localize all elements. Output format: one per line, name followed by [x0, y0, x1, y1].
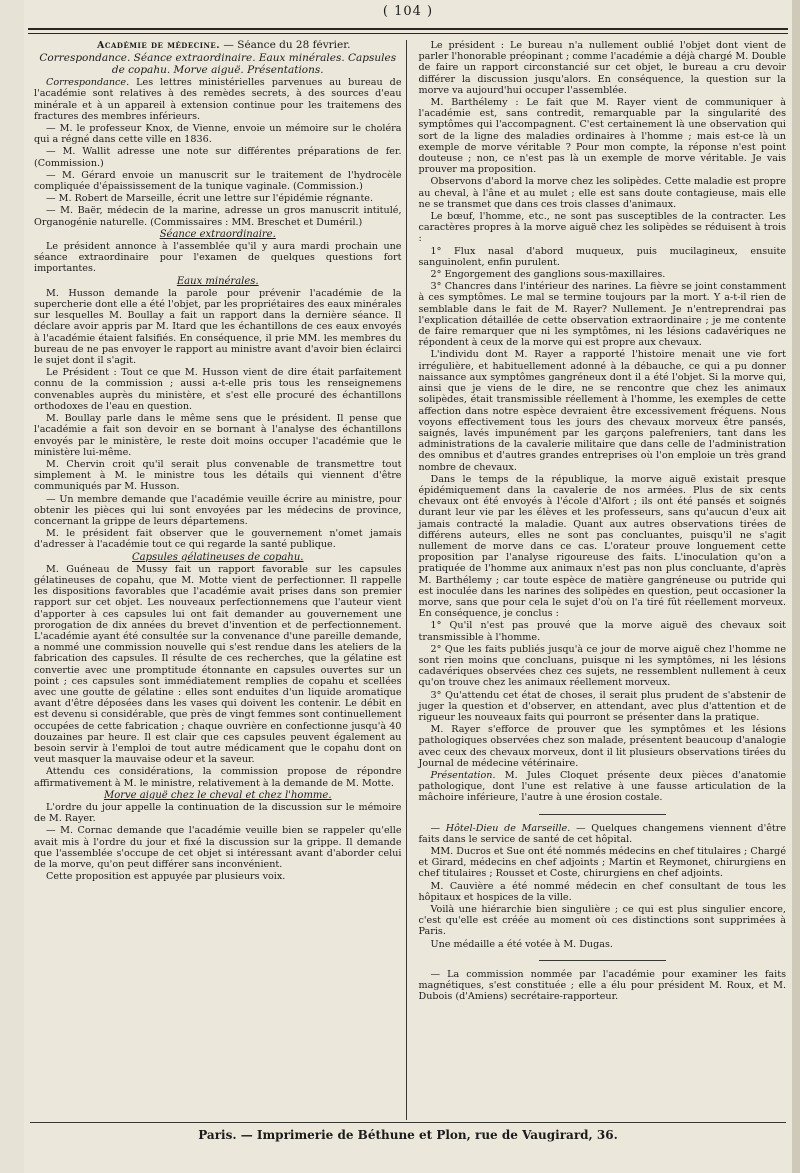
- paragraph-gueneau: M. Guéneau de Mussy fait un rapport favorable sur les capsules gélatineuses de copahu, que M. Motte vient de perfectionner. Il rappelle les dispositions favorables que l'académie avait prises dans son premier rapport sur cet objet. Les nouveaux perfectionnemens que l'auteur vient d'apporter à ces capsules lui ont fait demander au gouvernement une prorogation de dix années du brevet d'invention et de perfectionnement. L'académie ayant été consultée sur la convenance d'une pareille demande, a nommé une commission nouvelle qui s'est rendue dans les ateliers de la fabrication des capsules. Il résulte de ces recherches, que la gélatine est convertie avec une promptitude étonnante en capsules ouvertes sur un point ; ces capsules sont immédiatement remplies de copahu et scellées avec une goutte de gélatine : elles sont enduites d'un liquide aromatique avant d'être déposées dans les vases qui doivent les contenir. Le débit en est devenu si considérable, que près de vingt femmes sont continuellement occupées de cette fabrication ; chaque ouvrière en confectionne jusqu'à 40 douzaines par heure. Il est clair que ces capsules peuvent également au besoin servir à l'emploi de tout autre médicament que le copahu dont on veut masquer la mauvaise odeur et la saveur.: [34, 563, 402, 766]
- subhead-capsules: [34, 552, 402, 563]
- page-number: ( 104 ): [382, 4, 434, 19]
- paragraph-chervin: M. Chervin croit qu'il serait plus convenable de transmettre tout simplement à M. le ministre tous les détails qui viennent d'être communiqués par M. Husson.: [34, 458, 402, 493]
- subhead-seance: [34, 229, 402, 240]
- paragraph-membre: — Un membre demande que l'académie veuille écrire au ministre, pour obtenir les pièces qui lui sont envoyées par les médecins de province, concernant la grippe de leurs départemens.: [34, 493, 402, 527]
- paragraph-boullay: M. Boullay parle dans le même sens que le président. Il pense que l'académie a fait son devoir en se bornant à l'analyse des échantillons envoyés par le ministère, le reste doit moins occuper l'académie que le ministère lui-même.: [34, 413, 402, 458]
- paragraph-observons: Observons d'abord la morve chez les solipèdes. Cette maladie est propre au cheval, à l'âne et au mulet ; elle est sans doute contagieuse, mais elle ne se transmet que dans ces trois classes d'animaux.: [418, 176, 786, 210]
- footer-rule: [30, 1122, 786, 1123]
- paragraph-hierarchie: Voilà une hiérarchie bien singulière ; ce qui est plus singulier encore, c'est qu'elle est créée au moment où ces distinctions sont supprimées à Paris.: [418, 904, 786, 938]
- top-rule: [28, 28, 788, 34]
- paragraph-commission: — La commission nommée par l'académie pour examiner les faits magnétiques, s'est constituée ; elle a élu pour président M. Roux, et M. Dubois (d'Amiens) secrétaire-rapporteur.: [418, 968, 786, 1003]
- paragraph-wallit: — M. Wallit adresse une note sur différentes préparations de fer. (Commission.): [34, 146, 402, 169]
- page-edge: [792, 0, 800, 1173]
- paragraph-husson: M. Husson demande la parole pour prévenir l'académie de la supercherie dont elle a été l'objet, par les propriétaires des eaux minérales sur lesquelles M. Boullay a fait un rapport dans la dernière séance. Il déclare avoir appris par M. Itard que les échantillons de ces eaux envoyés à l'académie étaient falsifiés. En conséquence, il prie MM. les membres du bureau de ne pas envoyer le rapport au ministre avant d'avoir bien éclairci le sujet dont il s'agit.: [34, 287, 402, 367]
- subhead-seance-text: Séance extraordinaire.: [159, 228, 276, 240]
- paragraph-cornac: — M. Cornac demande que l'académie veuille bien se rappeler qu'elle avait mis à l'ordre du jour et fixé la discussion sur la grippe. Il demande que l'assemblée s'occupe de cet objet si intéressant avant d'aborder celui de la morve, qu'on peut différer sans inconvénient.: [34, 825, 402, 871]
- paragraph-baer: — M. Baër, médecin de la marine, adresse un gros manuscrit intitulé, Organogénie naturelle. (Commissaires : MM. Breschet et Duméril.): [34, 205, 402, 228]
- paragraph-engorgement: 2° Engorgement des ganglions sous-maxillaires.: [430, 269, 666, 281]
- correspondance-label: Correspondance.: [46, 77, 130, 89]
- presentation-label: Présentation.: [430, 770, 496, 781]
- paragraph-individu: L'individu dont M. Rayer a rapporté l'histoire menait une vie fort irrégulière, et habituellement adonné à la débauche, ce qui a pu donner naissance aux symptômes gangréneux dont il a été l'objet. Si la morve qui, ainsi que je viens de le dire, ne se rencontre que chez les animaux solipèdes, était transmissible réellement à l'homme, les exemples de cette affection dans notre espèce devraient être excessivement fréquens. Nous voyons effectivement tous les jours des chevaux morveux être pansés, saignés, lavés impunément par les garçons palefreniers, tant dans les administrations de la cavalerie militaire que dans celle de l'administration des omnibus et d'autres grandes entreprises où l'on emploie un très grand nombre de chevaux.: [418, 349, 786, 473]
- columns: [34, 40, 786, 1120]
- paragraph-flux: 1° Flux nasal d'abord muqueux, puis mucilagineux, ensuite sanguinolent, enfin purulent.: [418, 245, 786, 268]
- paragraph-attendu: Attendu ces considérations, la commission propose de répondre affirmativement à M. le ministre, relativement à la demande de M. Motte.: [34, 766, 402, 789]
- paragraph-knox: — M. le professeur Knox, de Vienne, envoie un mémoire sur le choléra qui a régné dans cette ville en 1836.: [34, 123, 402, 146]
- paragraph-seance: Le président annonce à l'assemblée qu'il y aura mardi prochain une séance extraordinaire pour l'examen de quelques questions fort importantes.: [34, 241, 402, 275]
- paragraph-conclusion-3: 3° Qu'attendu cet état de choses, il serait plus prudent de s'abstenir de juger la question et d'observer, en attendant, avec plus d'attention et de rigueur les nouveaux faits qui pourront se présenter dans la pratique.: [418, 689, 786, 723]
- paragraph-president: Le Président : Tout ce que M. Husson vient de dire était parfaitement connu de la commission ; aussi a-t-elle pris tous les renseignemens convenables auprès du ministère, et s'est elle procuré des échantillons orthodoxes de l'eau en question.: [34, 367, 402, 412]
- hotel-dieu-label: — Hôtel-Dieu de Marseille.: [430, 822, 571, 834]
- subhead-morve: [34, 790, 402, 801]
- paragraph-gerard: — M. Gérard envoie un manuscrit sur le traitement de l'hydrocèle compliquée d'épaississement de la tunique vaginale. (Commission.): [34, 169, 402, 193]
- separator-2: [539, 960, 667, 961]
- paragraph-boeuf: Le bœuf, l'homme, etc., ne sont pas susceptibles de la contracter. Les caractères propres à la morve aiguë chez les solipèdes se réduisent à trois :: [418, 211, 786, 245]
- paragraph-cette: Cette proposition est appuyée par plusieurs voix.: [46, 871, 286, 883]
- paragraph-ducros: MM. Ducros et Sue ont été nommés médecins en chef titulaires ; Chargé et Girard, médecins en chef adjoints ; Martin et Reymonet, chirurgiens en chef titulaires ; Rousset et Coste, chirurgiens en chef adjoints.: [418, 846, 786, 880]
- section-heading-date: — Séance du 28 février.: [220, 40, 351, 51]
- paragraph-robert: — M. Robert de Marseille, écrit une lettre sur l'épidémie régnante.: [46, 193, 374, 205]
- paragraph-rayer: M. Rayer s'efforce de prouver que les symptômes et les lésions pathologiques observées chez son malade, présentent beaucoup d'analogie avec ceux des chevaux morveux, dont il lit plusieurs observations tirées du Journal de médecine vétérinaire.: [418, 724, 786, 769]
- paragraph-conclusion-2: 2° Que les faits publiés jusqu'à ce jour de morve aiguë chez l'homme ne sont rien moins que concluans, puisque ni les symptômes, ni les lésions cadavériques observées chez ces sujets, ne ressemblent nullement à ceux qu'on trouve chez les animaux réellement morveux.: [418, 643, 786, 689]
- correspondance-text: Les lettres ministérielles parvenues au bureau de l'académie sont relatives à des remèdes secrets, à des sources d'eau minérale et à un appareil à extension continue pour les traitemens des fractures des membres inférieurs.: [34, 77, 402, 122]
- paragraph-ordre: L'ordre du jour appelle la continuation de la discussion sur le mémoire de M. Rayer.: [34, 802, 402, 825]
- subhead-eaux-text: Eaux minérales.: [176, 275, 259, 287]
- left-column: [34, 40, 407, 1120]
- paragraph-medaille: Une médaille a été votée à M. Dugas.: [430, 938, 613, 950]
- paragraph-chancres: 3° Chancres dans l'intérieur des narines. La fièvre se joint constamment à ces symptômes. Le mal se termine toujours par la mort. Y a-t-il rien de semblable dans le fait de M. Rayer? Nullement. Je n'entreprendrai pas l'explication détaillée de cette observation extraordinaire ; je me contente de faire remarquer que ni les symptômes, ni les lésions cadavériques ne répondent à ceux de la morve qui est propre aux chevaux.: [418, 281, 786, 349]
- paragraph-gouvernement: M. le président fait observer que le gouvernement n'omet jamais d'adresser à l'académie tout ce qui regarde la santé publique.: [34, 528, 402, 551]
- paragraph-cauviere: M. Cauvière a été nommé médecin en chef consultant de tous les hôpitaux et hospices de la ville.: [418, 880, 786, 903]
- presentation-text: M. Jules Cloquet présente deux pièces d'anatomie pathologique, dont l'une est relative à une fausse articulation de la mâchoire inférieure, l'autre à une érosion costale.: [418, 770, 786, 804]
- right-column: [417, 40, 787, 1120]
- paragraph-president-bureau: Le président : Le bureau n'a nullement oublié l'objet dont vient de parler l'honorable préopinant ; comme l'académie a déjà chargé M. Double de faire un rapport circonstancié sur cet objet, le bureau a cru devoir différer la discussion jusqu'alors. En conséquence, la question sur la morve va aujourd'hui occuper l'assemblée.: [418, 40, 786, 96]
- subhead-capsules-text: Capsules gélatineuses de copahu.: [132, 551, 304, 563]
- section-heading-smallcaps: Académie de médecine.: [97, 40, 221, 51]
- paragraph-presentation: [419, 770, 787, 804]
- paragraph-barthelemy: M. Barthélemy : Le fait que M. Rayer vient de communiquer à l'académie est, sans contredit, remarquable par la singularité des symptômes qui l'accompagnent. C'est certainement là une observation qui sort de la ligne des maladies ordinaires à l'homme ; mais est-ce là un exemple de morve véritable ? Pour mon compte, la réponse n'est point douteuse ; non, ce n'est pas là un exemple de morve véritable. Je vais prouver ma proposition.: [418, 97, 786, 176]
- subhead-morve-text: Morve aiguë chez le cheval et chez l'homme.: [103, 789, 332, 801]
- paragraph-conclusion-1: 1° Qu'il n'est pas prouvé que la morve aiguë des chevaux soit transmissible à l'homme.: [418, 620, 786, 643]
- hotel-dieu-text: — Quelques changemens viennent d'être faits dans le service de santé de cet hôpital.: [418, 822, 786, 845]
- section-heading: [34, 40, 402, 51]
- paragraph-correspondance: [34, 77, 402, 122]
- subhead-eaux: [34, 276, 402, 287]
- newspaper-page: [24, 0, 792, 1173]
- separator-1: [539, 814, 667, 815]
- paragraph-temps: Dans le temps de la république, la morve aiguë existait presque épidémiquement dans la cavalerie de nos armées. Plus de six cents chevaux ont été envoyés à l'école d'Alfort ; ils ont été pansés et soignés durant leur vie par les élèves et les professeurs, sans qu'aucun d'eux ait jamais contracté la maladie. Quant aux autres observations tirées de différens auteurs, elles ne sont pas concluantes, puisqu'il ne s'agit nullement de morve dans ce cas. L'orateur prouve longuement cette proposition par l'analyse rigoureuse des faits. L'inoculation qu'on a pratiquée de l'homme aux animaux n'est pas non plus concluante, d'après M. Barthélemy ; car toute espèce de matière gangréneuse ou putride qui est inoculée dans les narines des solipèdes en question, peut occasioner la morve, sans que pour cela le sujet d'où on l'a tiré fût réellement morveux. En conséquence, je conclus :: [418, 473, 786, 620]
- section-summary: Correspondance. Séance extraordinaire. Eaux minérales. Capsules de copahu. Morve aiguë. Présentations.: [39, 52, 397, 77]
- paragraph-hotel-dieu: [419, 823, 787, 845]
- imprint-footer: Paris. — Imprimerie de Béthune et Plon, rue de Vaugirard, 36.: [198, 1128, 618, 1142]
